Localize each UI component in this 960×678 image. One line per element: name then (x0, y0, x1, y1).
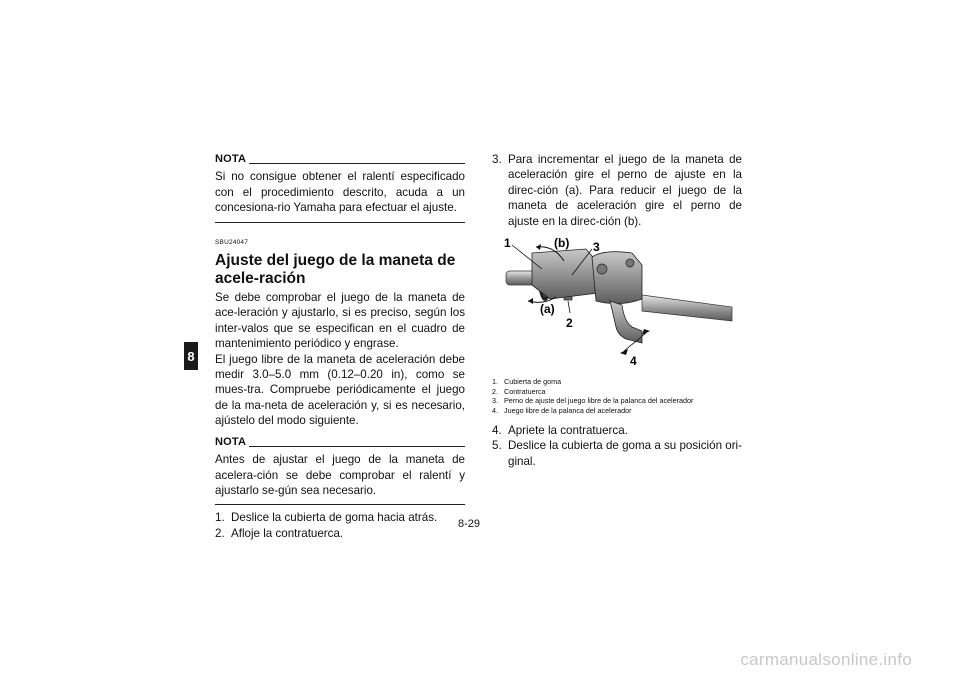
paragraph: Se debe comprobar el juego de la maneta de ace-leración y ajustarlo, si es preciso, según los inter-valos que se especifican en el cuadro de mantenimiento periódico y engrase. (215, 291, 465, 351)
legend-number: 1. (492, 377, 498, 387)
step-item (492, 423, 742, 438)
step-text: Deslice la cubierta de goma a su posición ori-ginal. (508, 439, 742, 468)
step-item (215, 510, 465, 525)
legend-text: Juego libre de la palanca del acelerador (504, 405, 632, 415)
step-item (492, 438, 742, 469)
legend-text: Contratuerca (504, 386, 546, 396)
step-item (492, 152, 742, 229)
label-4: 4 (630, 354, 637, 369)
divider (215, 222, 465, 223)
step-number: 4. (492, 424, 502, 438)
nota-label: NOTA (215, 435, 247, 448)
section-title: Ajuste del juego de la maneta de acele-ración (215, 252, 456, 288)
label-1: 1 (504, 236, 511, 251)
step-number: 3. (492, 153, 502, 166)
step-item (215, 526, 465, 541)
figure-legend (492, 377, 742, 415)
legend-item (492, 387, 742, 397)
legend-number: 2. (492, 386, 498, 396)
step-text: Apriete la contratuerca. (508, 424, 628, 438)
watermark: carmanualsonline.info (740, 650, 912, 669)
label-a: (a) (540, 302, 555, 317)
nota-text: Si no consigue obtener el ralentí especificado con el procedimiento descrito, acuda a un concesiona-rio Yamaha para efectuar el ajuste. (215, 170, 465, 215)
step-text: Afloje la contratuerca. (231, 526, 344, 540)
legend-number: 3. (492, 396, 498, 406)
step-number: 2. (215, 526, 225, 540)
divider (215, 504, 465, 505)
step-text: Para incrementar el juego de la maneta de aceleración gire el perno de ajuste en la direc-ción (a). Para reducir el juego de la maneta de aceleración gire el perno de ajuste en la direc-ción (b). (508, 153, 742, 228)
label-2: 2 (566, 316, 573, 331)
nota-label: NOTA (215, 153, 247, 165)
legend-text: Cubierta de goma (504, 377, 562, 387)
throttle-lever-illustration (492, 235, 742, 373)
nota-heading (215, 152, 465, 167)
nota-heading (215, 435, 465, 450)
chapter-tab: 8 (184, 342, 198, 370)
step-number: 5. (492, 439, 502, 453)
step-text: Deslice la cubierta de goma hacia atrás. (231, 511, 438, 525)
section-code: SBU24047 (215, 238, 249, 246)
divider (249, 446, 465, 447)
nota-text: Antes de ajustar el juego de la maneta de acelera-ción se debe comprobar el ralentí y ajustarlo se-gún sea necesario. (215, 453, 465, 497)
label-b: (b) (554, 236, 570, 251)
paragraph: El juego libre de la maneta de aceleración debe medir 3.0–5.0 mm (0.12–0.20 in), como se mues-tra. Compruebe periódicamente el juego de la ma-neta de aceleración y, si es necesario, ajústelo del modo siguiente. (215, 352, 465, 428)
right-column (492, 152, 742, 469)
legend-item (492, 377, 742, 387)
legend-number: 4. (492, 405, 498, 415)
legend-item (492, 406, 742, 416)
label-3: 3 (593, 240, 600, 255)
step-number: 1. (215, 511, 225, 525)
illustration-svg (492, 235, 742, 373)
legend-item (492, 396, 742, 406)
legend-text: Perno de ajuste del juego libre de la palanca del acelerador (504, 396, 694, 406)
divider (249, 163, 465, 164)
left-column (215, 152, 465, 541)
page-number: 8-29 (458, 518, 481, 530)
